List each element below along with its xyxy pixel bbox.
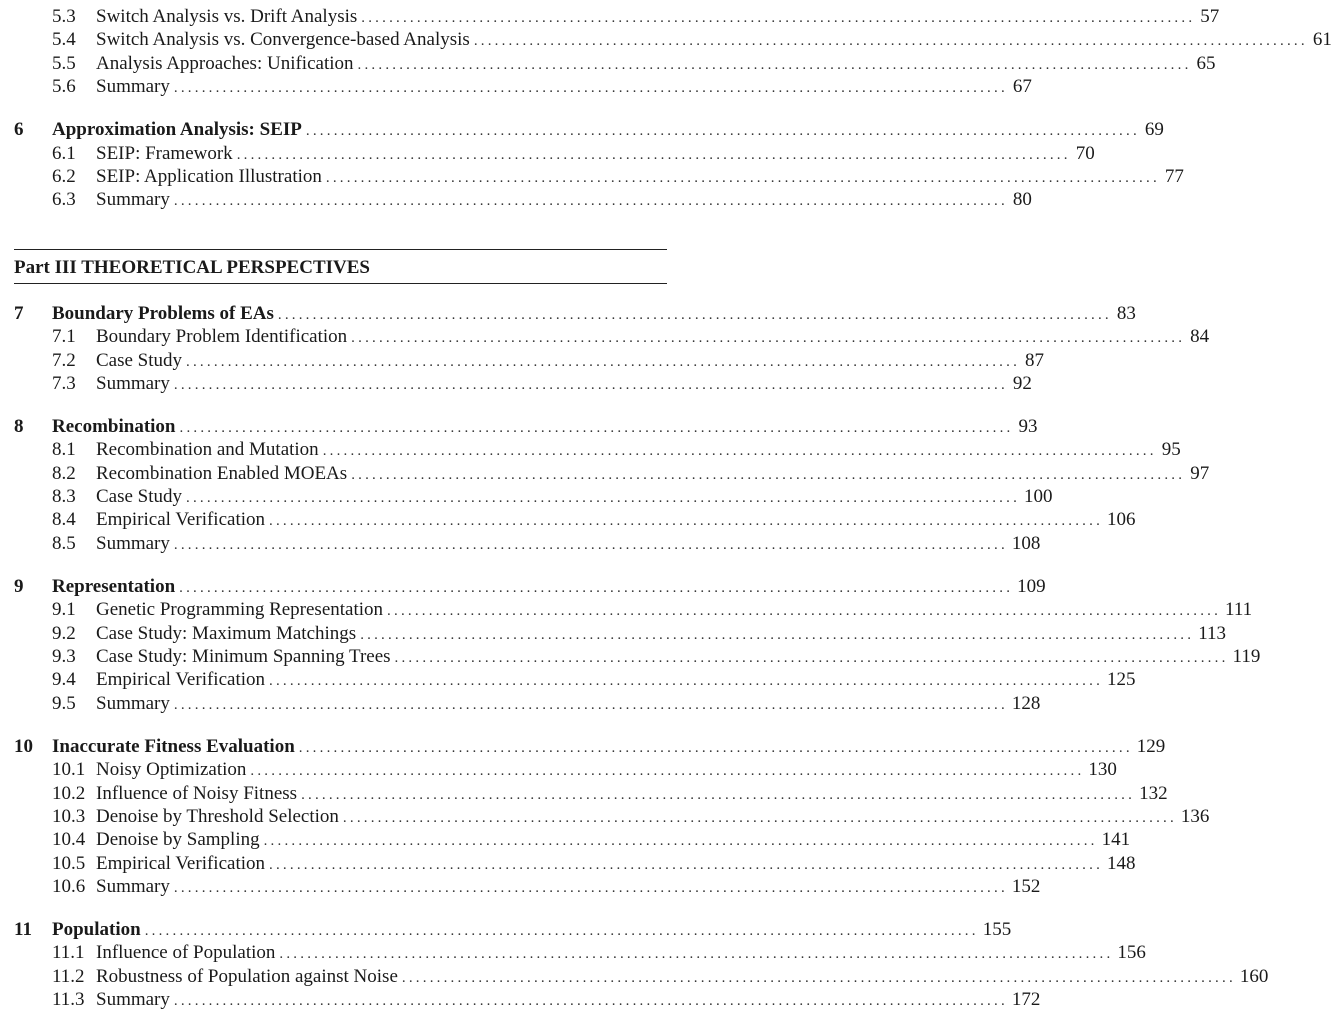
section-title: Summary bbox=[96, 372, 170, 394]
page-number: 172 bbox=[1011, 989, 1041, 1011]
page-number: 148 bbox=[1107, 852, 1136, 874]
chapter-title: Population bbox=[52, 919, 141, 941]
section-title: Summary bbox=[96, 692, 170, 714]
dot-leader: ........................................................................................................................ bbox=[263, 833, 1098, 850]
section-number: 8.3 bbox=[52, 486, 76, 508]
section-title: Summary bbox=[96, 76, 170, 98]
section-title: Case Study: Minimum Spanning Trees bbox=[96, 645, 391, 667]
chapter-entry[interactable] bbox=[14, 575, 1046, 598]
page-number: 111 bbox=[1225, 599, 1253, 621]
section-title: Empirical Verification bbox=[96, 509, 266, 531]
section-entry[interactable] bbox=[14, 75, 1032, 98]
section-number: 8.5 bbox=[52, 532, 76, 554]
dot-leader: ........................................................................................................................ bbox=[387, 603, 1222, 620]
section-entry[interactable] bbox=[14, 875, 1041, 898]
chapter-group bbox=[14, 415, 1210, 555]
section-title: Empirical Verification bbox=[96, 852, 266, 874]
section-number: 5.6 bbox=[52, 76, 76, 98]
section-number: 8.4 bbox=[52, 509, 76, 531]
chapter-number: 9 bbox=[14, 575, 24, 597]
chapter-number: 6 bbox=[14, 119, 24, 141]
dot-leader: ........................................................................................................................ bbox=[186, 490, 1021, 507]
section-entry[interactable] bbox=[14, 622, 1226, 645]
page-number: 108 bbox=[1011, 532, 1041, 554]
dot-leader: ........................................................................................................................ bbox=[351, 466, 1186, 483]
section-title: Genetic Programming Representation bbox=[96, 599, 384, 621]
section-entry[interactable] bbox=[14, 782, 1168, 805]
section-title: Summary bbox=[96, 189, 170, 211]
section-entry[interactable] bbox=[14, 372, 1032, 395]
page-number: 84 bbox=[1190, 326, 1210, 348]
chapter-title: Boundary Problems of EAs bbox=[52, 302, 274, 324]
page-number: 106 bbox=[1107, 509, 1136, 531]
section-entry[interactable] bbox=[14, 52, 1216, 75]
section-title: Influence of Population bbox=[96, 942, 276, 964]
page-number: 119 bbox=[1232, 645, 1261, 667]
section-number: 8.1 bbox=[52, 439, 76, 461]
part-heading: Part III THEORETICAL PERSPECTIVES bbox=[14, 249, 667, 284]
dot-leader: ........................................................................................................................ bbox=[357, 56, 1192, 73]
chapter-entry[interactable] bbox=[14, 918, 1012, 941]
section-entry[interactable] bbox=[14, 828, 1131, 851]
section-number: 10.2 bbox=[52, 782, 86, 804]
page-number: 93 bbox=[1018, 415, 1038, 437]
section-title: Summary bbox=[96, 876, 170, 898]
page-number: 65 bbox=[1196, 52, 1216, 74]
chapter-number: 11 bbox=[14, 919, 32, 941]
dot-leader: ........................................................................................................................ bbox=[269, 673, 1104, 690]
section-entry[interactable] bbox=[14, 5, 1220, 28]
dot-leader: ........................................................................................................................ bbox=[173, 696, 1008, 713]
section-entry[interactable] bbox=[14, 142, 1095, 165]
section-entry[interactable] bbox=[14, 668, 1136, 691]
page-number: 152 bbox=[1011, 876, 1041, 898]
chapter-title: Inaccurate Fitness Evaluation bbox=[52, 735, 295, 757]
section-title: Summary bbox=[96, 532, 170, 554]
section-entry[interactable] bbox=[14, 692, 1041, 715]
page-number: 67 bbox=[1012, 76, 1032, 98]
dot-leader: ........................................................................................................................ bbox=[361, 10, 1196, 26]
section-number: 6.1 bbox=[52, 142, 76, 164]
section-number: 5.3 bbox=[52, 6, 76, 27]
section-number: 11.1 bbox=[52, 942, 85, 964]
chapter-group bbox=[14, 5, 1332, 99]
section-number: 10.6 bbox=[52, 876, 86, 898]
dot-leader: ........................................................................................................................ bbox=[298, 739, 1133, 756]
section-entry[interactable] bbox=[14, 508, 1136, 531]
page-number: 130 bbox=[1088, 759, 1117, 781]
chapter-number: 10 bbox=[14, 735, 33, 757]
section-entry[interactable] bbox=[14, 165, 1184, 188]
dot-leader: ........................................................................................................................ bbox=[277, 306, 1112, 323]
page-number: 97 bbox=[1190, 462, 1210, 484]
page-number: 95 bbox=[1161, 439, 1181, 461]
dot-leader: ........................................................................................................................ bbox=[351, 330, 1186, 347]
page-number: 92 bbox=[1012, 372, 1032, 394]
section-title: Case Study bbox=[96, 349, 183, 371]
chapter-title: Representation bbox=[52, 575, 176, 597]
dot-leader: ........................................................................................................................ bbox=[179, 579, 1014, 596]
page-number: 69 bbox=[1144, 119, 1164, 141]
dot-leader: ........................................................................................................................ bbox=[360, 626, 1195, 643]
dot-leader: ........................................................................................................................ bbox=[322, 443, 1157, 460]
page-number: 70 bbox=[1075, 142, 1095, 164]
page-number: 83 bbox=[1116, 302, 1136, 324]
chapter-group bbox=[14, 918, 1269, 1012]
section-entry[interactable] bbox=[14, 965, 1269, 988]
section-title: Denoise by Sampling bbox=[96, 829, 260, 851]
section-number: 10.3 bbox=[52, 805, 86, 827]
dot-leader: ........................................................................................................................ bbox=[394, 649, 1229, 666]
dot-leader: ........................................................................................................................ bbox=[269, 513, 1104, 530]
chapter-title: Recombination bbox=[52, 415, 176, 437]
section-number: 7.2 bbox=[52, 349, 76, 371]
section-title: Switch Analysis vs. Convergence-based Analysis bbox=[96, 29, 470, 51]
section-number: 5.4 bbox=[52, 29, 76, 51]
section-number: 9.5 bbox=[52, 692, 76, 714]
section-entry[interactable] bbox=[14, 349, 1045, 372]
dot-leader: ........................................................................................................................ bbox=[269, 856, 1104, 873]
section-entry[interactable] bbox=[14, 645, 1261, 668]
section-title: Recombination Enabled MOEAs bbox=[96, 462, 348, 484]
page-number: 156 bbox=[1117, 942, 1146, 964]
dot-leader: ........................................................................................................................ bbox=[173, 993, 1008, 1010]
section-number: 9.1 bbox=[52, 599, 76, 621]
section-title: Denoise by Threshold Selection bbox=[96, 805, 339, 827]
dot-leader: ........................................................................................................................ bbox=[173, 376, 1008, 393]
page-number: 128 bbox=[1011, 692, 1041, 714]
page-number: 61 bbox=[1312, 29, 1332, 51]
dot-leader: ........................................................................................................................ bbox=[473, 33, 1308, 50]
chapter-number: 7 bbox=[14, 302, 24, 324]
section-title: SEIP: Framework bbox=[96, 142, 233, 164]
chapter-entry[interactable] bbox=[14, 118, 1164, 141]
dot-leader: ........................................................................................................................ bbox=[250, 763, 1085, 780]
section-number: 6.3 bbox=[52, 189, 76, 211]
section-number: 11.3 bbox=[52, 989, 85, 1011]
section-title: SEIP: Application Illustration bbox=[96, 165, 322, 187]
chapter-group bbox=[14, 575, 1261, 715]
dot-leader: ........................................................................................................................ bbox=[301, 786, 1136, 803]
page-number: 87 bbox=[1025, 349, 1045, 371]
section-number: 8.2 bbox=[52, 462, 76, 484]
section-entry[interactable] bbox=[14, 852, 1136, 875]
chapter-number: 8 bbox=[14, 415, 24, 437]
dot-leader: ........................................................................................................................ bbox=[236, 146, 1071, 163]
section-entry[interactable] bbox=[14, 758, 1117, 781]
page-number: 109 bbox=[1017, 575, 1046, 597]
section-title: Switch Analysis vs. Drift Analysis bbox=[96, 6, 358, 27]
section-entry[interactable] bbox=[14, 325, 1210, 348]
page-number: 136 bbox=[1180, 805, 1210, 827]
chapter-group bbox=[14, 302, 1210, 396]
section-number: 6.2 bbox=[52, 165, 76, 187]
section-number: 9.4 bbox=[52, 669, 76, 691]
table-of-contents bbox=[14, 5, 1332, 1031]
dot-leader: ........................................................................................................................ bbox=[325, 169, 1160, 186]
section-title: Influence of Noisy Fitness bbox=[96, 782, 298, 804]
page-number: 113 bbox=[1198, 622, 1226, 644]
section-title: Recombination and Mutation bbox=[96, 439, 319, 461]
dot-leader: ........................................................................................................................ bbox=[144, 923, 979, 940]
section-entry[interactable] bbox=[14, 28, 1332, 51]
section-number: 10.4 bbox=[52, 829, 86, 851]
dot-leader: ........................................................................................................................ bbox=[305, 123, 1140, 140]
section-title: Boundary Problem Identification bbox=[96, 326, 348, 348]
section-number: 9.3 bbox=[52, 645, 76, 667]
page-number: 160 bbox=[1239, 965, 1269, 987]
section-number: 10.5 bbox=[52, 852, 86, 874]
section-number: 11.2 bbox=[52, 965, 85, 987]
section-title: Case Study bbox=[96, 486, 183, 508]
section-number: 7.1 bbox=[52, 326, 76, 348]
page-number: 80 bbox=[1012, 189, 1032, 211]
section-entry[interactable] bbox=[14, 941, 1146, 964]
page-number: 141 bbox=[1101, 829, 1131, 851]
section-title: Noisy Optimization bbox=[96, 759, 247, 781]
chapter-entry[interactable] bbox=[14, 415, 1038, 438]
dot-leader: ........................................................................................................................ bbox=[173, 536, 1008, 553]
page-number: 57 bbox=[1200, 6, 1220, 27]
dot-leader: ........................................................................................................................ bbox=[342, 809, 1177, 826]
dot-leader: ........................................................................................................................ bbox=[186, 353, 1021, 370]
page-number: 100 bbox=[1024, 486, 1053, 508]
chapter-entry[interactable] bbox=[14, 735, 1166, 758]
page-number: 132 bbox=[1139, 782, 1168, 804]
section-title: Summary bbox=[96, 989, 170, 1011]
section-title: Analysis Approaches: Unification bbox=[96, 52, 354, 74]
dot-leader: ........................................................................................................................ bbox=[173, 80, 1008, 97]
page-number: 77 bbox=[1164, 165, 1184, 187]
dot-leader: ........................................................................................................................ bbox=[173, 880, 1008, 897]
section-entry[interactable] bbox=[14, 438, 1181, 461]
chapter-group bbox=[14, 118, 1184, 212]
dot-leader: ........................................................................................................................ bbox=[173, 193, 1008, 210]
chapter-group bbox=[14, 735, 1210, 899]
section-entry[interactable] bbox=[14, 805, 1210, 828]
section-number: 9.2 bbox=[52, 622, 76, 644]
section-title: Empirical Verification bbox=[96, 669, 266, 691]
dot-leader: ........................................................................................................................ bbox=[279, 946, 1114, 963]
section-entry[interactable] bbox=[14, 598, 1253, 621]
section-title: Robustness of Population against Noise bbox=[96, 965, 398, 987]
page-number: 155 bbox=[982, 919, 1012, 941]
chapter-title: Approximation Analysis: SEIP bbox=[52, 119, 302, 141]
section-number: 7.3 bbox=[52, 372, 76, 394]
page-number: 125 bbox=[1107, 669, 1136, 691]
section-entry[interactable] bbox=[14, 485, 1053, 508]
section-entry[interactable] bbox=[14, 988, 1041, 1011]
section-entry[interactable] bbox=[14, 532, 1041, 555]
section-number: 5.5 bbox=[52, 52, 76, 74]
dot-leader: ........................................................................................................................ bbox=[401, 969, 1236, 986]
section-title: Case Study: Maximum Matchings bbox=[96, 622, 357, 644]
dot-leader: ........................................................................................................................ bbox=[179, 419, 1014, 436]
section-entry[interactable] bbox=[14, 188, 1032, 211]
section-entry[interactable] bbox=[14, 462, 1210, 485]
section-number: 10.1 bbox=[52, 759, 86, 781]
chapter-entry[interactable] bbox=[14, 302, 1136, 325]
page-number: 129 bbox=[1136, 735, 1166, 757]
